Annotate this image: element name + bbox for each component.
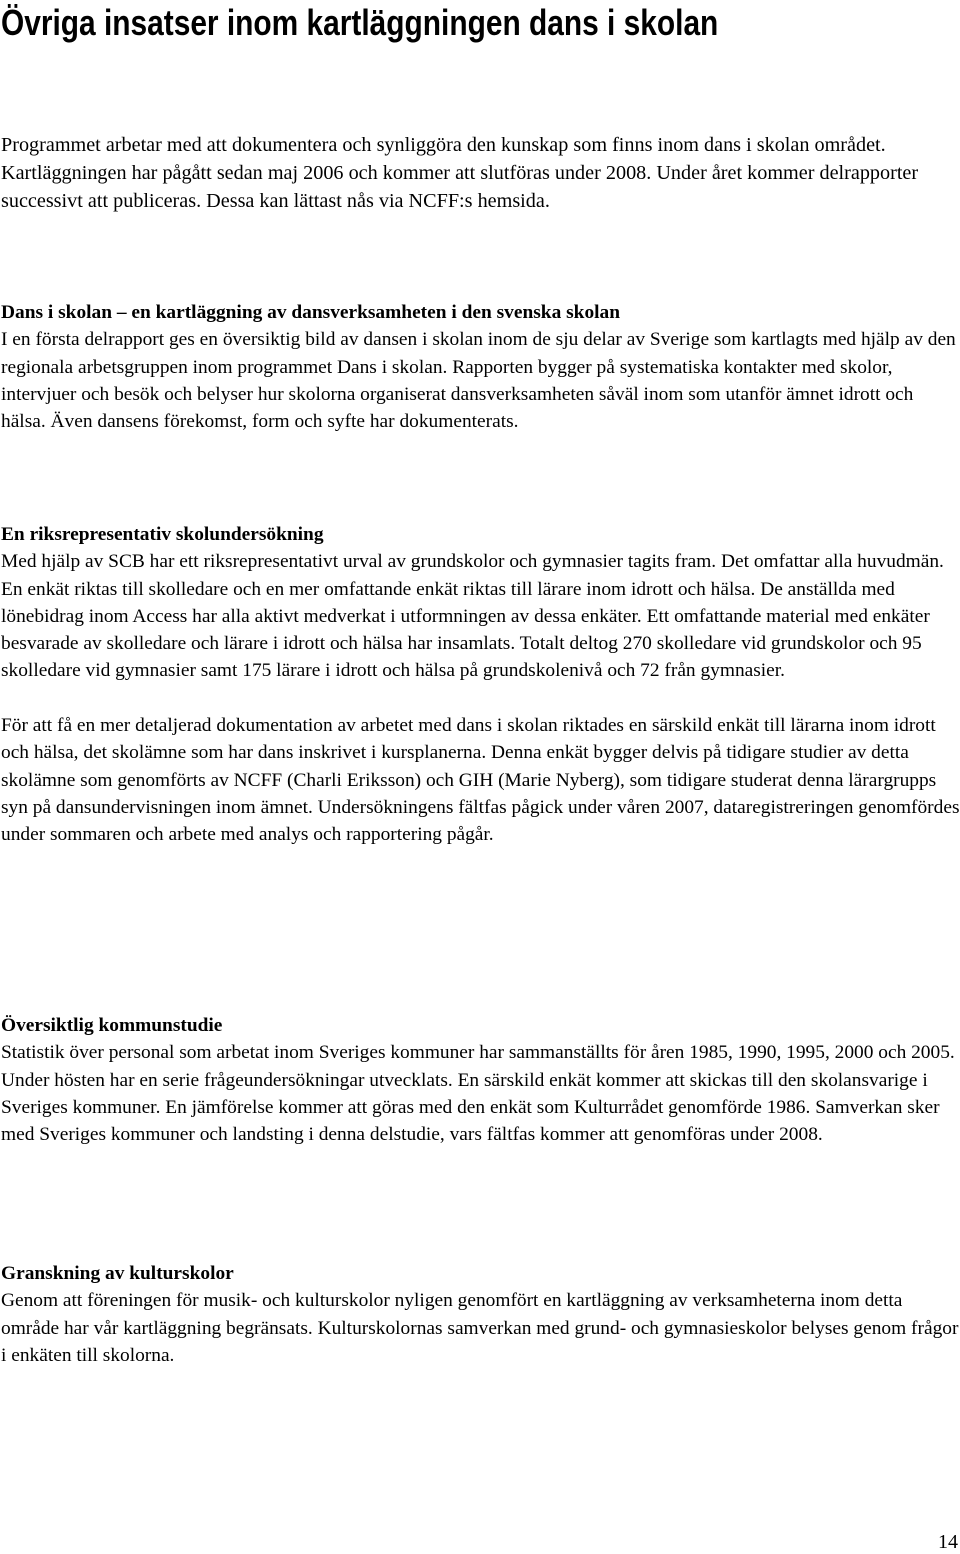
section-paragraph: I en första delrapport ges en översiktig bild av dansen i skolan inom de sju delar av Sverige som kartlagts med hjälp av den regionala arbetsgruppen inom programmet Dans i skolan. Rapporten bygger på systematiska kontakter med skolor, intervjuer och besök och belyser hur skolorna organiserat dansverksamheten såväl inom som utanför ämnet idrott och hälsa. Även dansens förekomst, form och syfte har dokumenterats. <box>1 329 956 433</box>
page-title: Övriga insatser inom kartläggningen dans i skolan <box>1 2 719 43</box>
section-heading: Översiktlig kommunstudie <box>1 1015 223 1036</box>
section-paragraph: Statistik över personal som arbetat inom Sveriges kommuner har sammanställts för åren 1985, 1990, 1995, 2000 och 2005. Under hösten har en serie frågeundersökningar utvecklats. En särskild enkät kommer att skickas till den skolansvarige i Sveriges kommuner. En jämförelse kommer att göras med den enkät som Kulturrådet genomförde 1986. Samverkan sker med Sveriges kommuner och landsting i denna delstudie, vars fältfas kommer att genomföras under 2008. <box>1 1042 955 1146</box>
section-riksrepresentativ-skolundersokning <box>1 521 960 849</box>
section-heading: En riksrepresentativ skolundersökning <box>1 524 324 545</box>
section-heading: Dans i skolan – en kartläggning av dansverksamheten i den svenska skolan <box>1 302 621 323</box>
section-paragraph: Genom att föreningen för musik- och kulturskolor nyligen genomfört en kartläggning av verksamheterna inom detta område har vår kartläggning begränsats. Kulturskolornas samverkan med grund- och gymnasieskolor belyses genom frågor i enkäten till skolorna. <box>1 1290 959 1366</box>
section-granskning-av-kulturskolor <box>1 1260 960 1369</box>
section-heading: Granskning av kulturskolor <box>1 1263 234 1284</box>
page-number: 14 <box>938 1531 958 1553</box>
section-paragraph: Med hjälp av SCB har ett riksrepresentativt urval av grundskolor och gymnasier tagits fram. Det omfattar alla huvudmän. En enkät riktas till skolledare och en mer omfattande enkät riktas till lärare inom idrott och hälsa. De anställda med lönebidrag inom Access har alla aktivt medverkat i utformningen av dessa enkäter. Ett omfattande material med enkäter besvarade av skolledare och lärare i idrott och hälsa har insamlats. Totalt deltog 270 skolledare vid grundskolor och 95 skolledare vid gymnasier samt 175 lärare i idrott och hälsa på grundskolenivå och 72 från gymnasier. <box>1 551 944 682</box>
intro-paragraph: Programmet arbetar med att dokumentera och synliggöra den kunskap som finns inom dans i skolan området. Kartläggningen har pågått sedan maj 2006 och kommer att slutföras under 2008. Under året kommer delrapporter successivt att publiceras. Dessa kan lättast nås via NCFF:s hemsida. <box>1 134 919 212</box>
section-oversiktlig-kommunstudie <box>1 1012 960 1148</box>
section-dans-i-skolan <box>1 299 960 435</box>
section-paragraph: För att få en mer detaljerad dokumentation av arbetet med dans i skolan riktades en särskild enkät till lärarna inom idrott och hälsa, det skolämne som har dans inskrivet i kursplanerna. Denna enkät bygger delvis på tidigare studier av detta skolämne som genomförts av NCFF (Charli Eriksson) och GIH (Marie Nyberg), som tidigare studerat denna lärargrupps syn på dansundervisningen inom ämnet. Undersökningens fältfas pågick under våren 2007, dataregistreringen genomfördes under sommaren och arbete med analys och rapportering pågår. <box>1 715 960 846</box>
